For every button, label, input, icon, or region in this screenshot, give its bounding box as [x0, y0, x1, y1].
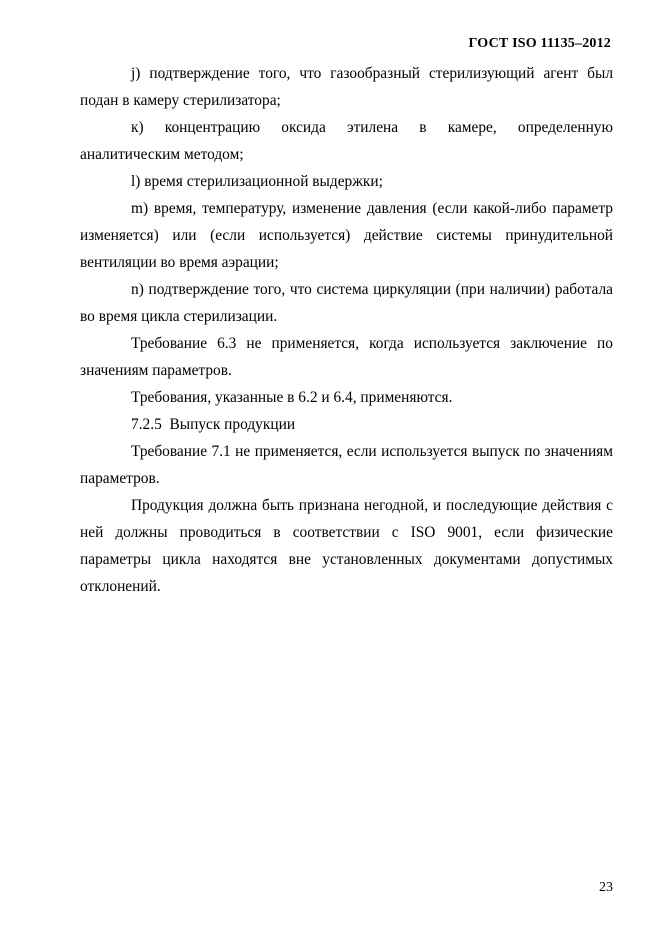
paragraph-requirements-6-2-6-4: Требования, указанные в 6.2 и 6.4, применяются.	[131, 389, 453, 406]
list-item-l: l) время стерилизационной выдержки;	[131, 173, 383, 190]
list-item-j: j) подтверждение того, что газообразный стерилизующий агент был подан в камеру стерилизатора;	[80, 65, 613, 109]
list-item-k: к) концентрацию оксида этилена в камере, определенную аналитическим методом;	[80, 119, 613, 163]
page-number: 23	[599, 880, 613, 895]
paragraph-requirement-6-3: Требование 6.3 не применяется, когда используется заключение по значениям параметров.	[80, 335, 613, 379]
list-item-n: n) подтверждение того, что система циркуляции (при наличии) работала во время цикла стерилизации.	[80, 281, 613, 325]
paragraph-requirement-7-1: Требование 7.1 не применяется, если используется выпуск по значениям параметров.	[80, 443, 613, 487]
document-header: ГОСТ ISO 11135–2012	[468, 36, 611, 51]
document-body	[80, 60, 613, 600]
list-item-m: m) время, температуру, изменение давления (если какой-либо параметр изменяется) или (если используется) действие системы принудительной вентиляции во время аэрации;	[80, 200, 613, 271]
section-heading-7-2-5: 7.2.5 Выпуск продукции	[131, 416, 296, 433]
paragraph-product-rejection: Продукция должна быть признана негодной, и последующие действия с ней должны проводиться в соответствии с ISO 9001, если физические параметры цикла находятся вне установленных документами допустимых отклонений.	[80, 497, 613, 595]
